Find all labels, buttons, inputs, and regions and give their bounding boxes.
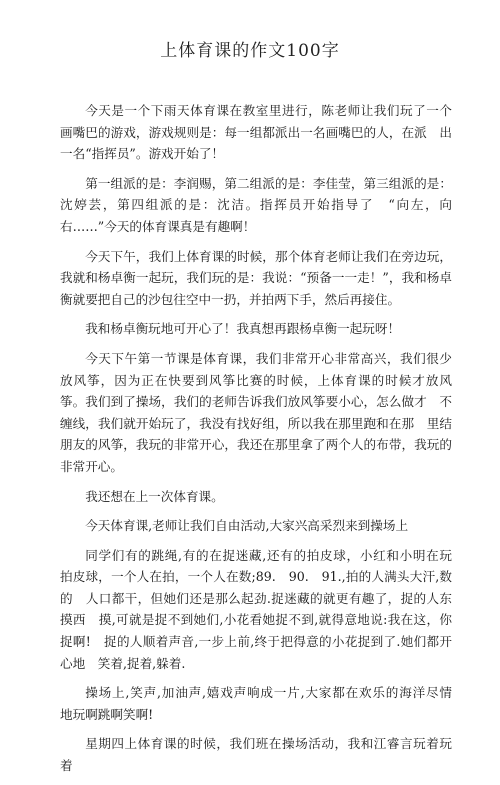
paragraph: 星期四上体育课的时候，我们班在操场活动，我和江睿言玩着玩 着 bbox=[60, 736, 465, 774]
paragraph: 今天是一个下雨天体育课在教室里进行，陈老师让我们玩了一个 画嘴巴的游戏，游戏规则是：每一组都派出一名画嘴巴的人，在派 出一名“指挥员”。游戏开始了！ bbox=[60, 103, 465, 162]
paragraph: 今天体育课,老师让我们自由活动,大家兴高采烈来到操场上 bbox=[85, 518, 409, 534]
paragraph: 今天下午第一节课是体育课，我们非常开心非常高兴，我们很少 放风筝，因为正在快要到风筝比赛的时候，上体育课的时候才放风 筝。我们到了操场，我们的老师告诉我们放风筝要小心，怎么做才 不缠线，我们就开始玩了，我没有找好组，所以我在那里跑和在那 里结朋友的风筝，我玩的非常开心，我还在那里拿了两个人的布带，我玩的非常开心。 bbox=[60, 350, 465, 474]
paragraph: 第一组派的是：李润赐，第二组派的是：李佳莹，第三组派的是：沈婷芸，第四组派的是：沈洁。指挥员开始指导了 “向左，向右……”今天的体育课真是有趣啊！ bbox=[60, 175, 452, 234]
paragraph: 今天下午，我们上体育课的时候，那个体育老师让我们在旁边玩，我就和杨卓衡一起玩，我们玩的是：我说：“预备一一走！”，我和杨卓衡就要把自己的沙包往空中一扔，并拍两下手，然后再接住。 bbox=[60, 248, 452, 307]
document-body bbox=[60, 100, 465, 785]
document-title: 上体育课的作文100字 bbox=[160, 41, 340, 61]
paragraph: 我和杨卓衡玩地可开心了！我真想再跟杨卓衡一起玩呀！ bbox=[85, 321, 401, 337]
paragraph: 同学们有的跳绳,有的在捉迷藏,还有的拍皮球，小红和小明在玩 拍皮球，一个人在拍，一个人在数;89. 90. 91.,拍的人满头大汗,数的 人口都干，但她们还是那么起劲.捉迷藏的就更有趣了，捉的人东摸西 摸,可就是捉不到她们,小花看她捉不到,就得意地说:我在这，你捉啊! 捉的人顺着声音,一步上前,终于把得意的小花捉到了.她们都开心地 笑着,捉着,躲着. bbox=[60, 547, 465, 671]
paragraph: 操场上,笑声,加油声,嬉戏声响成一片,大家都在欢乐的海洋尽情 地玩啊跳啊笑啊! bbox=[60, 685, 465, 722]
paragraph: 我还想在上一次体育课。 bbox=[85, 488, 224, 504]
